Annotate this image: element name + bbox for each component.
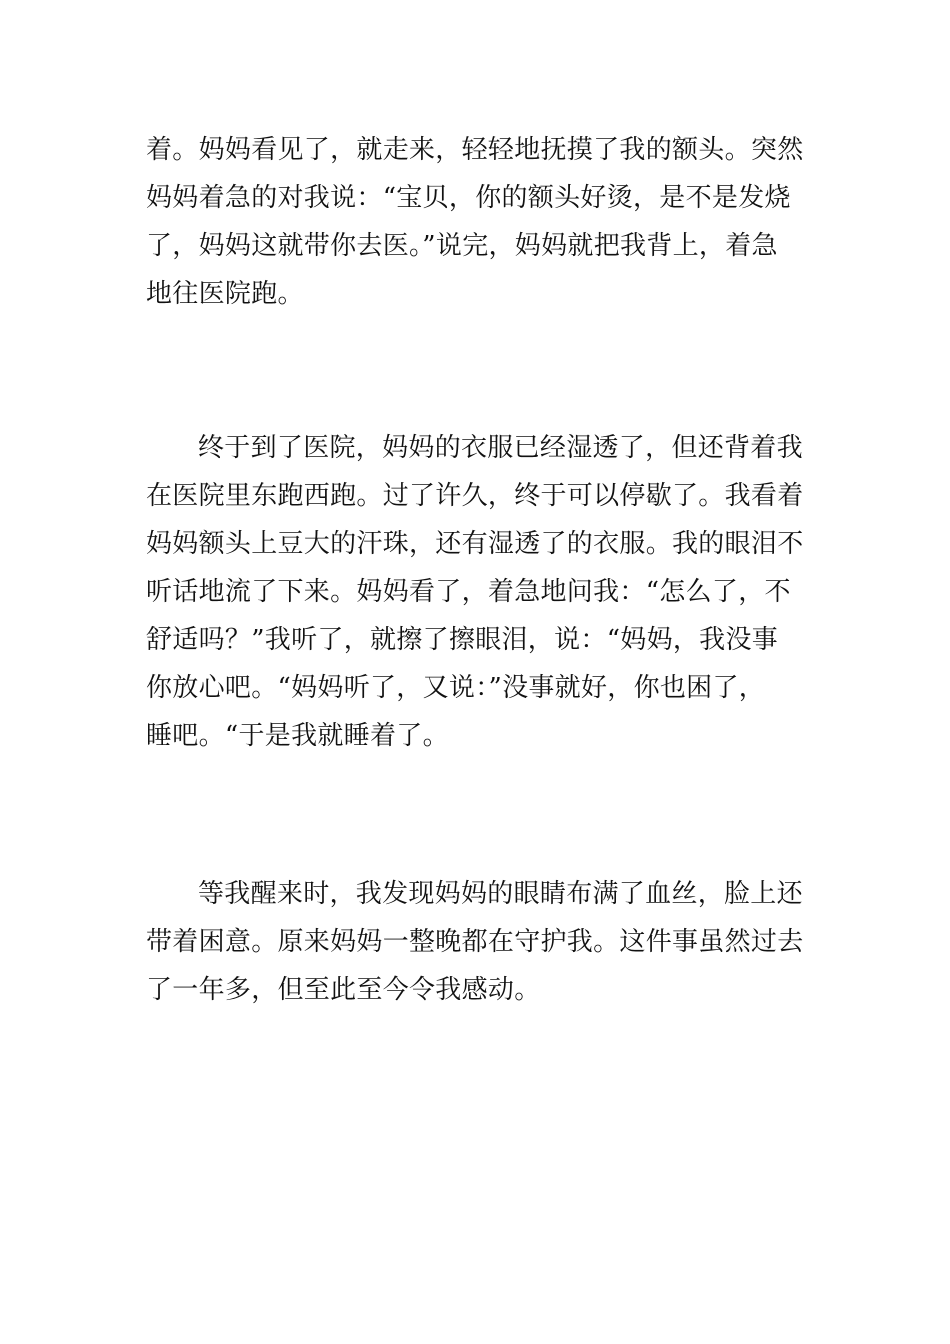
- text-line: 在医院里东跑西跑。过了许久，终于可以停歇了。我看着: [146, 481, 804, 511]
- text-line: 你放心吧。“妈妈听了，又说：”没事就好，你也困了，: [146, 673, 766, 703]
- paragraph-1: [146, 126, 812, 318]
- text-line: 妈妈着急的对我说：“宝贝，你的额头好烫，是不是发烧: [146, 183, 791, 213]
- text-line: 了，妈妈这就带你去医。”说完，妈妈就把我背上，着急: [146, 231, 778, 261]
- paragraph-2: [146, 424, 812, 760]
- text-line: 了一年多，但至此至今令我感动。: [146, 975, 541, 1005]
- text-line: 睡吧。“于是我就睡着了。: [146, 721, 449, 751]
- text-line: 着。妈妈看见了，就走来，轻轻地抚摸了我的额头。突然: [146, 135, 804, 165]
- text-line-first: 等我醒来时，我发现妈妈的眼睛布满了血丝，脸上还: [198, 879, 803, 909]
- text-line: 妈妈额头上豆大的汗珠，还有湿透了的衣服。我的眼泪不: [146, 529, 804, 559]
- text-line: 带着困意。原来妈妈一整晚都在守护我。这件事虽然过去: [146, 927, 804, 957]
- text-line: 地往医院跑。: [146, 279, 304, 309]
- text-line: 舒适吗？”我听了，就擦了擦眼泪，说：“妈妈，我没事: [146, 625, 779, 655]
- text-line-first: 终于到了医院，妈妈的衣服已经湿透了，但还背着我: [198, 433, 803, 463]
- paragraph-3: [146, 870, 812, 1014]
- text-line: 听话地流了下来。妈妈看了，着急地问我：“怎么了，不: [146, 577, 791, 607]
